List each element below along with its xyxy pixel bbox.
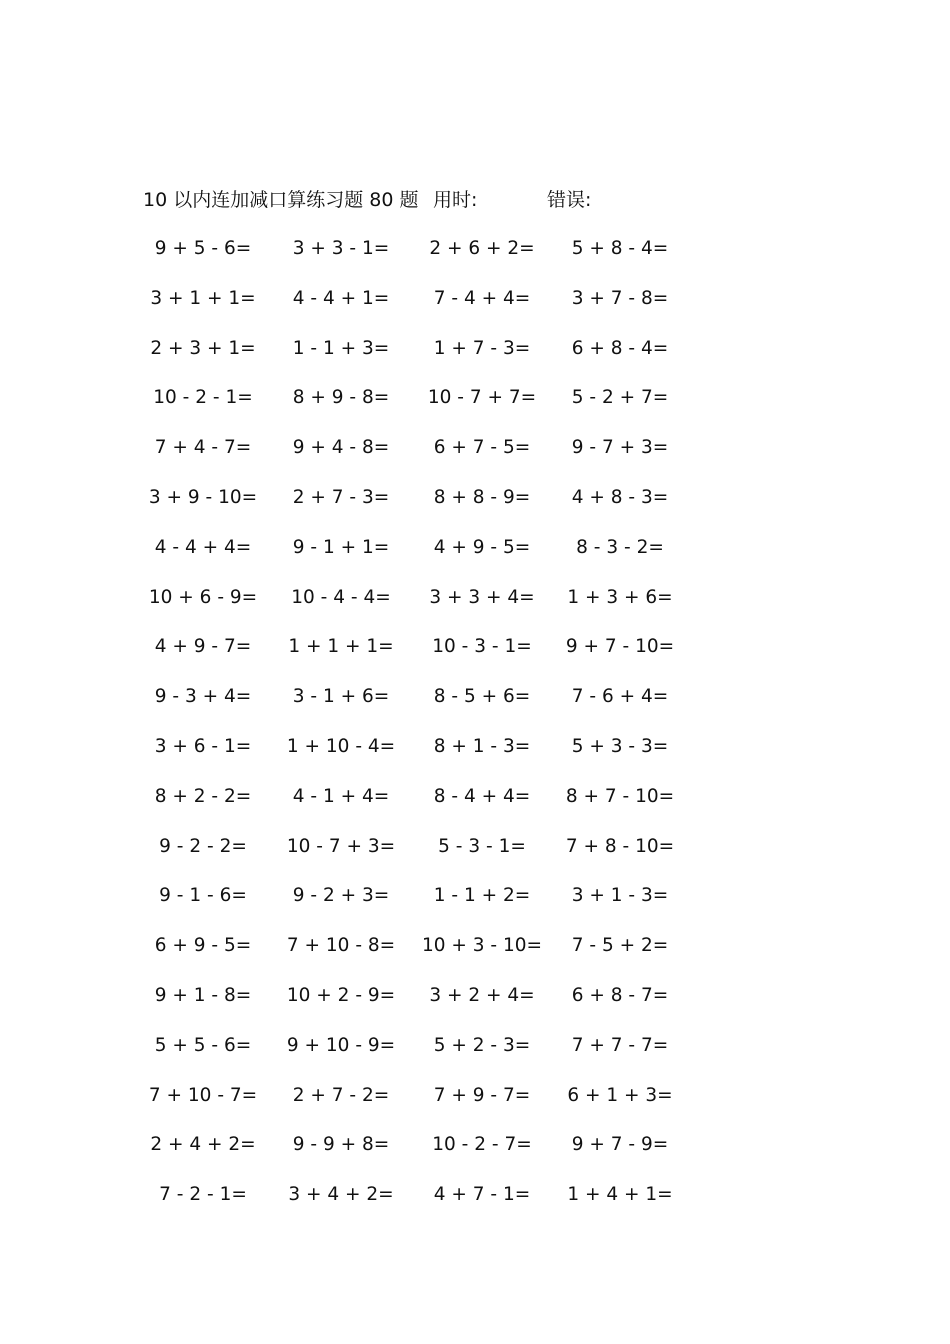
math-problem: 3 + 3 + 4= [429,586,535,608]
math-problem: 10 + 3 - 10= [421,935,543,957]
problem-row [0,833,950,883]
math-problem: 9 + 7 - 9= [571,1134,669,1156]
math-problem: 8 - 3 - 2= [576,536,664,558]
problem-row [0,1082,950,1132]
math-problem: 7 - 5 + 2= [571,935,669,957]
math-problem: 5 - 2 + 7= [571,387,669,409]
math-problem: 9 - 2 - 2= [159,835,247,857]
problem-grid [0,235,950,1231]
math-problem: 3 + 1 + 1= [150,287,256,309]
math-problem: 6 + 8 - 4= [571,337,669,359]
worksheet-title: 10 以内连加减口算练习题 80 题 [143,189,419,211]
math-problem: 7 + 10 - 7= [148,1084,258,1106]
math-problem: 9 + 10 - 9= [286,1034,396,1056]
math-problem: 5 + 2 - 3= [433,1034,531,1056]
math-problem: 7 + 7 - 7= [571,1034,669,1056]
math-problem: 9 - 1 + 1= [292,536,390,558]
math-problem: 8 - 5 + 6= [433,686,531,708]
problem-row [0,1181,950,1231]
math-problem: 2 + 7 - 2= [292,1084,390,1106]
math-problem: 1 + 1 + 1= [288,636,394,658]
math-problem: 5 - 3 - 1= [438,835,526,857]
problem-row [0,335,950,385]
problem-row [0,733,950,783]
math-problem: 10 - 3 - 1= [432,636,532,658]
math-problem: 2 + 3 + 1= [150,337,256,359]
math-problem: 4 + 9 - 5= [433,536,531,558]
math-problem: 2 + 6 + 2= [429,238,535,259]
math-problem: 1 - 1 + 3= [292,337,390,359]
math-problem: 9 + 7 - 10= [565,636,675,658]
math-problem: 10 - 4 - 4= [291,586,391,608]
math-problem: 9 - 1 - 6= [159,885,247,907]
math-problem: 5 + 8 - 4= [571,238,669,259]
problem-row [0,783,950,833]
math-problem: 8 + 9 - 8= [292,387,390,409]
math-problem: 7 - 6 + 4= [571,686,669,708]
math-problem: 7 + 8 - 10= [565,835,675,857]
problem-row [0,882,950,932]
problem-row [0,932,950,982]
math-problem: 9 - 7 + 3= [571,437,669,459]
math-problem: 4 - 1 + 4= [292,785,390,807]
math-problem: 6 + 8 - 7= [571,984,669,1006]
math-problem: 5 + 3 - 3= [571,735,669,757]
math-problem: 3 + 2 + 4= [429,984,535,1006]
math-problem: 10 - 2 - 7= [432,1134,532,1156]
math-problem: 8 - 4 + 4= [433,785,531,807]
math-problem: 10 - 2 - 1= [153,387,253,409]
math-problem: 10 + 6 - 9= [148,586,258,608]
math-problem: 9 - 9 + 8= [292,1134,390,1156]
math-problem: 9 + 5 - 6= [154,238,252,259]
math-problem: 3 + 4 + 2= [288,1184,394,1206]
math-problem: 9 - 2 + 3= [292,885,390,907]
math-problem: 8 + 8 - 9= [433,486,531,508]
problem-row [0,285,950,335]
math-problem: 4 - 4 + 4= [154,536,252,558]
math-problem: 4 + 9 - 7= [154,636,252,658]
math-problem: 3 + 6 - 1= [154,735,252,757]
math-problem: 9 + 4 - 8= [292,437,390,459]
math-problem: 4 - 4 + 1= [292,287,390,309]
math-problem: 10 - 7 + 7= [427,387,537,409]
math-problem: 3 - 1 + 6= [292,686,390,708]
problem-row [0,384,950,434]
math-problem: 1 - 1 + 2= [433,885,531,907]
math-problem: 1 + 7 - 3= [433,337,531,359]
math-problem: 7 + 4 - 7= [154,437,252,459]
math-problem: 6 + 1 + 3= [567,1084,673,1106]
problem-row [0,534,950,584]
problem-row [0,683,950,733]
math-problem: 4 + 7 - 1= [433,1184,531,1206]
problem-row [0,434,950,484]
errors-label: 错误: [547,189,592,211]
problem-row [0,1131,950,1181]
math-problem: 2 + 7 - 3= [292,486,390,508]
math-problem: 5 + 5 - 6= [154,1034,252,1056]
math-problem: 1 + 3 + 6= [567,586,673,608]
math-problem: 3 + 7 - 8= [571,287,669,309]
problem-row [0,484,950,534]
math-problem: 8 + 2 - 2= [154,785,252,807]
problem-row [0,982,950,1032]
math-problem: 10 - 7 + 3= [286,835,396,857]
time-used-label: 用时: [433,189,478,211]
math-problem: 8 + 1 - 3= [433,735,531,757]
math-problem: 10 + 2 - 9= [286,984,396,1006]
math-problem: 6 + 9 - 5= [154,935,252,957]
math-problem: 6 + 7 - 5= [433,437,531,459]
math-problem: 3 + 9 - 10= [148,486,258,508]
math-problem: 9 - 3 + 4= [154,686,252,708]
problem-row [0,633,950,683]
problem-row [0,584,950,634]
math-problem: 3 + 3 - 1= [292,238,390,259]
worksheet-header [0,186,950,214]
math-problem: 7 + 9 - 7= [433,1084,531,1106]
math-problem: 4 + 8 - 3= [571,486,669,508]
math-problem: 7 - 2 - 1= [159,1184,247,1206]
math-problem: 1 + 10 - 4= [286,735,396,757]
problem-row [0,1032,950,1082]
math-problem: 9 + 1 - 8= [154,984,252,1006]
math-problem: 3 + 1 - 3= [571,885,669,907]
math-problem: 1 + 4 + 1= [567,1184,673,1206]
math-problem: 7 - 4 + 4= [433,287,531,309]
math-problem: 7 + 10 - 8= [286,935,396,957]
problem-row [0,235,950,285]
math-problem: 2 + 4 + 2= [150,1134,256,1156]
math-problem: 8 + 7 - 10= [565,785,675,807]
